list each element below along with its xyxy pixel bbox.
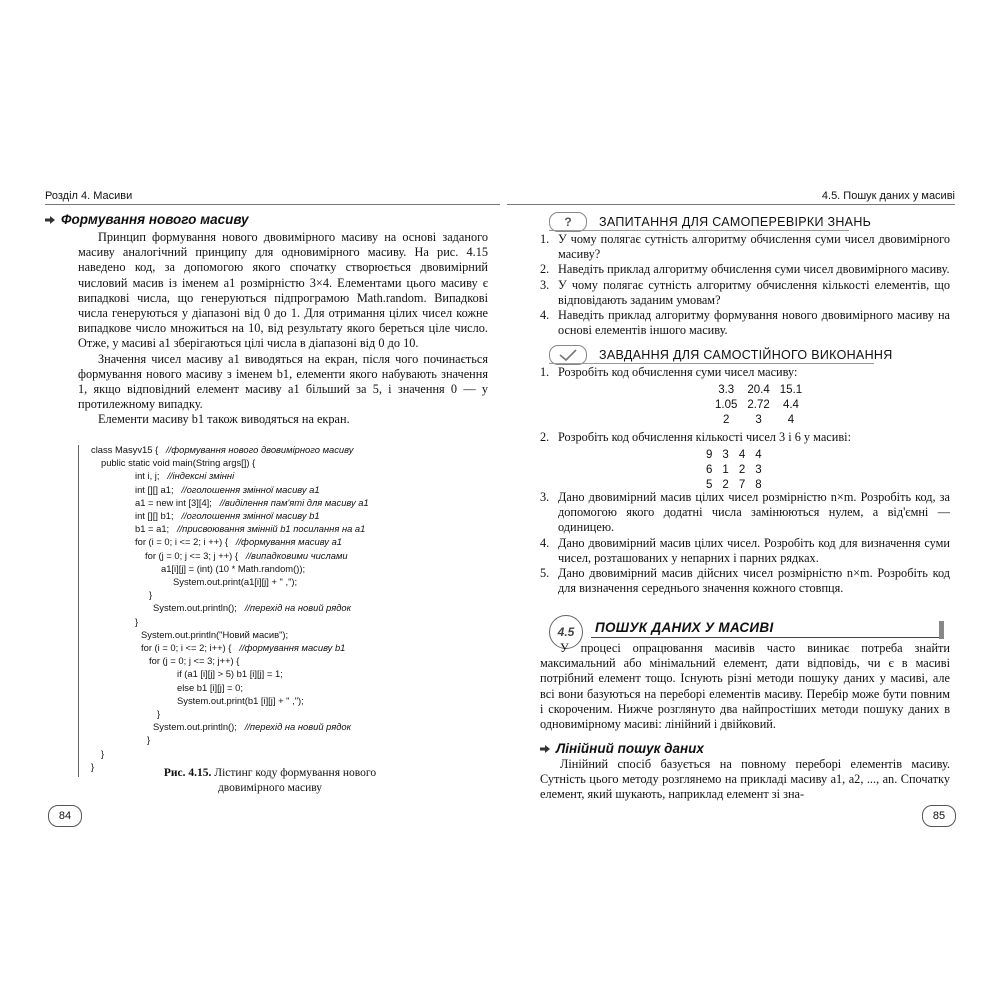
section-badge: 4.5 — [549, 615, 583, 649]
paragraph: Принцип формування нового двовимірного масиву на основі заданого масиву аналогічний принципу для одновимірного масиву. На рис. 4.15 наведено код, за допомогою якого спочатку створюється двовимірний числовий масив із іменем a1 розмірністю 3×4. Елементами цього масиву є випадкові числа, що генеруються підпрограмою Math.random. Випадкові числа генеруються у діапазоні від 0 до 1. Для отримання цілих чисел кожне випадкове число множиться на 10, від результату якого береться ціле число. Отже, у масиві a1 зберігаються цілі числа в діапазоні від 0 до 10. — [78, 230, 488, 351]
item-number: 2. — [540, 262, 550, 277]
matrix-cell: 1 — [722, 463, 729, 476]
matrix-cell: 2 — [738, 463, 746, 476]
code-text: for (j = 0; j <= 3; j++) { — [149, 655, 240, 667]
code-line — [135, 536, 342, 547]
matrix-cell: 15.1 — [779, 383, 803, 396]
matrix-cell: 2.72 — [747, 398, 770, 411]
matrix-row — [710, 397, 807, 412]
matrix-cell: 6 — [706, 463, 713, 476]
matrix-cell: 3.3 — [718, 383, 735, 396]
list-item — [540, 490, 950, 536]
subsection-title-linear — [540, 741, 704, 756]
paragraph: Елементи масиву b1 також виводяться на екран. — [98, 412, 350, 427]
search-section-text — [540, 641, 950, 732]
item-number: 2. — [540, 430, 550, 444]
item-number: 4. — [540, 535, 550, 550]
matrix-cell: 3 — [755, 463, 762, 476]
item-number: 4. — [540, 308, 550, 323]
matrix-row — [701, 447, 767, 462]
questions-list — [540, 232, 950, 338]
section-title-text: Формування нового масиву — [61, 212, 249, 227]
code-line — [149, 655, 239, 666]
code-line — [141, 629, 288, 640]
code-text: System.out.println(); — [153, 721, 237, 733]
item-text: Розробіть код обчислення суми чисел масиву: — [558, 365, 798, 379]
paragraph: У процесі опрацювання масивів часто виникає потреба знайти максимальний або мінімальний елемент, дати відповідь, чи є в масиві потрібний елемент тощо. Існують різні методи пошуку даних у масиві, але всі вони базуються на переборі елементів масиву. Перебір може бути повним і скороченим. Нижче розглянуто два найпростіших методи пошуку даних в одновимірному масиві: лінійний і двійковий. — [540, 641, 950, 732]
code-line — [135, 510, 320, 521]
running-head-left: Розділ 4. Масиви — [45, 190, 500, 205]
list-item — [540, 430, 950, 445]
code-text: System.out.println("Новий масив"); — [141, 628, 289, 640]
matrix-cell: 7 — [738, 478, 746, 491]
code-text: class Masyv15 { — [91, 444, 159, 455]
item-number: 1. — [540, 365, 550, 379]
item-number: 1. — [540, 232, 550, 246]
code-comment: //присвоювання змінній b1 посилання на a1 — [169, 523, 366, 535]
tasks-title: ЗАВДАННЯ ДЛЯ САМОСТІЙНОГО ВИКОНАННЯ — [599, 348, 893, 362]
code-comment: //індексні змінні — [159, 470, 235, 482]
section-title-search: ПОШУК ДАНИХ У МАСИВІ — [595, 620, 774, 635]
page-number-left: 84 — [48, 805, 82, 827]
matrix-row — [701, 462, 767, 477]
matrix-cell: 9 — [706, 448, 713, 461]
code-text: System.out.print(a1[i][j] + " ,"); — [173, 576, 298, 587]
code-text: System.out.print(b1 [i][j] + " ,"); — [177, 694, 304, 706]
code-text: int i, j; — [135, 470, 160, 482]
matrix-row — [710, 412, 807, 427]
matrix-row — [710, 382, 807, 397]
matrix-cell: 3 — [722, 448, 729, 461]
linear-search-text — [540, 757, 950, 803]
questions-header — [549, 212, 871, 232]
code-comment: //перехід на новий рядок — [236, 721, 352, 733]
matrix-cell: 4.4 — [782, 398, 799, 411]
code-text: } — [135, 615, 139, 627]
left-page — [45, 190, 500, 830]
code-listing-border — [78, 445, 79, 777]
code-line — [141, 642, 345, 653]
matrix-2 — [701, 447, 767, 492]
arrow-right-icon — [540, 745, 550, 753]
item-text: У чому полягає сутність алгоритму обчислення кількості елементів, що відповідають заданим умовам? — [558, 277, 950, 307]
item-text: Дано двовимірний масив дійсних чисел розмірністю n×m. Розробіть код для визначення середнього значення кожного стовпця. — [558, 566, 950, 596]
code-line — [91, 444, 353, 455]
code-line — [153, 721, 351, 732]
code-line — [147, 734, 150, 745]
code-comment: //виділення пам'яті для масиву a1 — [211, 496, 369, 508]
code-text: } — [149, 589, 153, 601]
code-line — [135, 497, 369, 508]
paragraph: Значення чисел масиву a1 виводяться на екран, після чого починається формування нового масиву з іменем b1, елементи якого набувають значення 1, якщо відповідний елемент масиву a1 більший за 5, і значення 0 — у протилежному випадку. — [78, 351, 488, 412]
code-text: for (j = 0; j <= 3; j ++) { — [145, 549, 239, 561]
code-text: } — [147, 734, 151, 746]
code-text: if (a1 [i][j] > 5) b1 [i][j] = 1; — [177, 668, 283, 680]
code-comment: //формування масиву a1 — [228, 536, 342, 548]
arrow-right-icon — [45, 216, 55, 224]
right-page — [507, 190, 955, 830]
code-comment: //формування нового двовимірного масиву — [158, 444, 354, 455]
item-number: 3. — [540, 277, 550, 292]
code-line — [177, 668, 283, 679]
checkmark-icon — [549, 345, 587, 365]
list-item — [540, 232, 950, 262]
page-number-right: 85 — [922, 805, 956, 827]
code-text: } — [101, 747, 105, 759]
section-title-forming — [45, 212, 249, 227]
code-text: } — [157, 708, 161, 719]
list-item — [540, 365, 950, 380]
code-line — [149, 589, 152, 600]
matrix-cell: 4 — [738, 448, 746, 461]
code-comment: //оголошення змінної масиву b1 — [173, 510, 320, 521]
questions-title: ЗАПИТАННЯ ДЛЯ САМОПЕРЕВІРКИ ЗНАНЬ — [599, 215, 872, 229]
code-line — [157, 708, 160, 719]
matrix-cell: 8 — [755, 478, 762, 491]
code-line — [145, 550, 348, 561]
divider — [549, 363, 874, 364]
item-text: Розробіть код обчислення кількості чисел 3 і 6 у масиві: — [558, 430, 851, 444]
matrix-cell: 4 — [755, 448, 762, 461]
divider — [591, 637, 941, 638]
list-item — [540, 536, 950, 566]
code-comment: //перехід на новий рядок — [236, 602, 352, 614]
code-line — [177, 695, 304, 706]
code-line — [135, 470, 234, 481]
matrix-cell: 20.4 — [747, 383, 770, 396]
tasks-header — [549, 345, 893, 365]
list-item — [540, 278, 950, 308]
code-text: a1 = new int [3][4]; — [135, 496, 212, 508]
matrix-cell: 3 — [755, 413, 762, 426]
caption-label: Рис. 4.15. — [163, 767, 212, 779]
task-2 — [540, 430, 950, 445]
code-comment: //формування масиву b1 — [231, 642, 346, 653]
code-text: a1[i][j] = (int) (10 * Math.random()); — [161, 562, 306, 574]
code-text: for (i = 0; i <= 2; i ++) { — [135, 536, 229, 548]
matrix-cell: 4 — [787, 413, 795, 426]
code-text: System.out.println(); — [153, 602, 237, 614]
item-text: У чому полягає сутність алгоритму обчислення суми чисел двовимірного масиву? — [558, 232, 950, 262]
question-mark-icon: ? — [549, 212, 587, 232]
code-line — [161, 563, 305, 574]
code-line — [177, 682, 243, 693]
code-text: b1 = a1; — [135, 523, 170, 535]
code-line — [135, 484, 320, 495]
item-text: Наведіть приклад алгоритму обчислення суми чисел двовимірного масиву. — [558, 262, 950, 277]
code-text: } — [91, 760, 95, 772]
running-head-right: 4.5. Пошук даних у масиві — [507, 190, 955, 205]
code-text: int [][] b1; — [135, 510, 174, 521]
matrix-cell: 2 — [722, 413, 730, 426]
figure-caption — [140, 766, 400, 796]
matrix-cell: 2 — [722, 478, 729, 491]
item-text: Наведіть приклад алгоритму формування нового двовимірного масиву на основі елементів іншого масиву. — [558, 308, 950, 338]
list-item — [540, 566, 950, 596]
list-item — [540, 262, 950, 277]
code-line — [101, 748, 104, 759]
item-number: 3. — [540, 490, 550, 504]
code-text: int [][] a1; — [135, 483, 174, 495]
item-text: Дано двовимірний масив цілих чисел. Розробіть код для визначення суми чисел, розташованих у непарних і парних рядках. — [558, 535, 950, 565]
code-text: else b1 [i][j] = 0; — [177, 681, 243, 693]
list-item — [540, 308, 950, 338]
divider — [549, 230, 849, 231]
code-line — [153, 602, 351, 613]
code-line — [135, 616, 138, 627]
code-line — [173, 576, 297, 587]
item-text: Дано двовимірний масив цілих чисел розмірністю n×m. Розробіть код, за допомогою якого додатні числа замінюються нулем, а від'ємні — одиницею. — [558, 490, 950, 535]
section-accent-bar — [939, 621, 944, 639]
paragraph: Лінійний спосіб базується на повному переборі елементів масиву. Сутність цього методу розглянемо на прикладі масиву a1, a2, ..., an. Спочатку елемент, який шукають, наприклад елемент зі зна- — [540, 757, 950, 802]
code-line — [91, 761, 94, 772]
item-number: 5. — [540, 566, 550, 581]
subsection-title-text: Лінійний пошук даних — [556, 741, 704, 756]
tasks-list — [540, 490, 950, 596]
left-body-text — [78, 230, 488, 428]
code-text: public static void main(String args[]) { — [101, 457, 256, 469]
code-comment: //оголошення змінної масиву a1 — [173, 483, 320, 495]
matrix-cell: 5 — [706, 478, 713, 491]
task-1 — [540, 365, 950, 380]
code-line — [135, 523, 365, 534]
caption-text: Лістинг коду формування нового двовимірного масиву — [214, 767, 377, 794]
matrix-1 — [710, 382, 807, 427]
code-comment: //випадковими числами — [238, 549, 348, 561]
code-line — [101, 457, 255, 468]
code-text: for (i = 0; i <= 2; i++) { — [141, 642, 232, 653]
matrix-cell: 1.05 — [715, 398, 738, 411]
